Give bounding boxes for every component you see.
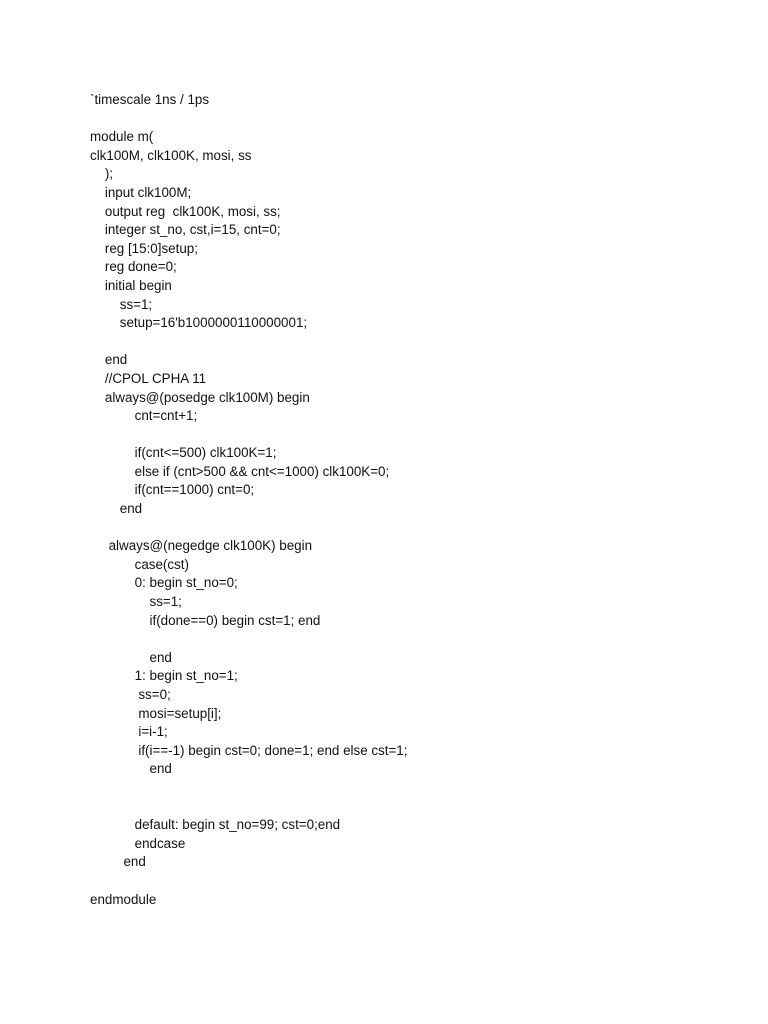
code-line: if(i==-1) begin cst=0; done=1; end else cst=1; <box>90 742 408 758</box>
blank-line <box>90 110 740 129</box>
code-line: always@(negedge clk100K) begin <box>90 538 313 554</box>
code-line: endcase <box>90 835 186 851</box>
code-line: endmodule <box>90 891 157 907</box>
blank-line <box>90 872 740 891</box>
code-line: 1: begin st_no=1; <box>90 668 238 684</box>
code-line: clk100M, clk100K, mosi, ss <box>90 147 252 163</box>
code-line: if(done==0) begin cst=1; end <box>90 612 321 628</box>
code-line: cnt=cnt+1; <box>90 408 198 424</box>
code-line: integer st_no, cst,i=15, cnt=0; <box>90 222 281 238</box>
code-line: end <box>90 501 143 517</box>
code-line: end <box>90 761 172 777</box>
code-line: reg [15:0]setup; <box>90 240 198 256</box>
code-line: 0: begin st_no=0; <box>90 575 238 591</box>
code-line: output reg clk100K, mosi, ss; <box>90 203 281 219</box>
verilog-code-block <box>90 91 740 909</box>
blank-line <box>90 630 740 649</box>
code-line: ss=1; <box>90 296 153 312</box>
code-line: //CPOL CPHA 11 <box>90 370 207 386</box>
code-line: module m( <box>90 129 154 145</box>
code-line: setup=16'b1000000110000001; <box>90 315 308 331</box>
code-line: always@(posedge clk100M) begin <box>90 389 310 405</box>
code-line: ss=1; <box>90 594 182 610</box>
code-line: `timescale 1ns / 1ps <box>90 92 210 107</box>
blank-line <box>90 333 740 352</box>
code-line: initial begin <box>90 277 172 293</box>
code-line: ss=0; <box>90 687 171 702</box>
code-line: default: begin st_no=99; cst=0;end <box>90 817 341 833</box>
code-line: ); <box>90 166 114 182</box>
code-line: end <box>90 854 146 870</box>
code-line: input clk100M; <box>90 184 192 200</box>
code-line: end <box>90 352 128 368</box>
code-line: if(cnt<=500) clk100K=1; <box>90 445 277 461</box>
code-line: end <box>90 649 172 665</box>
code-line: reg done=0; <box>90 259 177 275</box>
blank-line <box>90 426 740 445</box>
blank-line <box>90 798 740 817</box>
code-line: if(cnt==1000) cnt=0; <box>90 482 255 498</box>
blank-line <box>90 519 740 538</box>
code-line: else if (cnt>500 && cnt<=1000) clk100K=0; <box>90 463 390 479</box>
code-line: mosi=setup[i]; <box>90 705 222 721</box>
code-line: case(cst) <box>90 556 189 572</box>
blank-line <box>90 779 740 798</box>
code-line: i=i-1; <box>90 724 168 740</box>
